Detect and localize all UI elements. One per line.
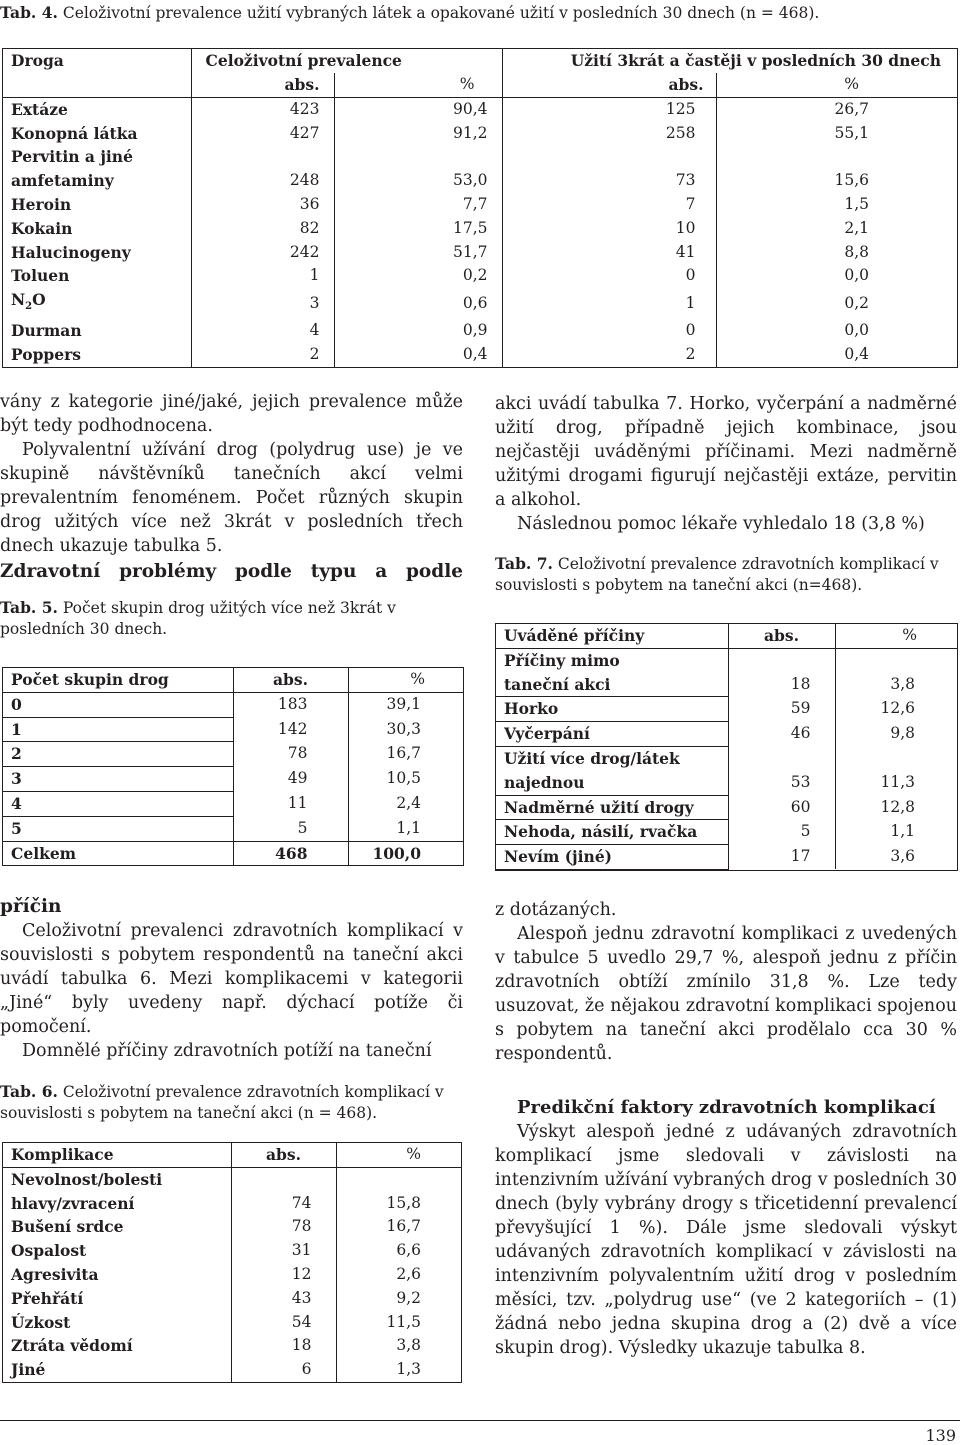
col1-bottom-heading: příčin [0, 896, 62, 917]
tab4-cell-pct-recent: 26,7 [834, 99, 869, 118]
tab4-cell-abs-lifetime: 4 [191, 319, 334, 343]
tab4-cell-abs-recent: 7 [502, 193, 716, 217]
tab7-row [496, 820, 957, 845]
tab4-cell-pct-recent: 55,1 [834, 123, 869, 142]
tab6-cell-name: Jiné [3, 1358, 231, 1382]
tab4-cell-name: Poppers [3, 343, 191, 367]
tab4-cell-abs-lifetime: 3 [191, 288, 334, 319]
tab4-cell-pct-recent: 8,8 [844, 242, 869, 261]
tab5-row [3, 742, 463, 767]
tab7-cell-pct: 3,8 [890, 674, 915, 693]
tab6-cell-pct: 9,2 [396, 1288, 421, 1307]
tab7-cell-abs: 59 [728, 697, 835, 722]
col1-top-text [0, 390, 463, 584]
tab4-cell-abs-recent: 41 [502, 241, 716, 265]
tab4-cell-pct-lifetime: 17,5 [334, 217, 502, 241]
tab7-cell-pct: 3,6 [890, 847, 915, 866]
tab4-cell-pct-recent: 15,6 [834, 171, 869, 190]
tab4-cell-pct-lifetime: 53,0 [334, 169, 502, 193]
tab4-cell-name: Toluen [3, 264, 191, 288]
tab4-cell-abs-recent: 125 [502, 97, 716, 121]
tab4-cell-abs-recent: 0 [502, 264, 716, 288]
tab5-cell-pct: 10,5 [386, 769, 421, 788]
tab4-cell-pct-lifetime: 0,2 [334, 264, 502, 288]
tab4-cell-name-sub: 2 [25, 301, 33, 313]
tab6-cell-name: Ztráta vědomí [3, 1334, 231, 1358]
tab6-cell-abs: 74 [231, 1192, 336, 1216]
tab4-cell-abs-lifetime: 423 [191, 97, 334, 121]
tab6-header-name: Komplikace [3, 1143, 231, 1167]
tab5-cell-abs: 468 [233, 841, 348, 865]
tab4-cell-abs-recent: 258 [502, 122, 716, 146]
col2-top-p1: akci uvádí tabulka 7. Horko, vyčerpání a nadměrné užití drog, případně jejich kombinace, jsou nejčastěji uváděnými příčinami. Mezi nadměrně užitými drogami figurují nejčastěji extáze, pervitin a alkohol. [495, 394, 957, 510]
tab6-header-pct: % [336, 1143, 461, 1167]
col1-bottom-p2: Domnělé příčiny zdravotních potíží na taneční [22, 1041, 432, 1061]
tab4-cell-empty [716, 145, 957, 169]
tab4-cell-name: Durman [3, 319, 191, 343]
tab4-caption [0, 2, 960, 24]
tab7-cell-abs: 18 [728, 673, 835, 697]
tab4-cell-abs-recent: 1 [502, 288, 716, 319]
tab5-cell-name: 2 [3, 742, 233, 767]
tab6-cell-abs: 43 [231, 1287, 336, 1311]
col1-bottom-text [0, 895, 463, 1063]
tab7-cell-abs: 17 [728, 845, 835, 870]
tab5-cell-pct: 100,0 [372, 843, 421, 863]
tab5-row [3, 791, 463, 816]
tab6-row [3, 1334, 461, 1358]
tab6-cell-name: hlavy/zvracení [3, 1192, 231, 1216]
tab6-cell-abs: 6 [231, 1358, 336, 1382]
tab7-header-abs: abs. [728, 624, 835, 648]
tab7-cell-name: Nevím (jiné) [496, 845, 728, 870]
tab4-cell-empty [191, 145, 334, 169]
tab7-cell-empty [728, 746, 835, 770]
tab7-cell-name: Nehoda, násilí, rvačka [496, 820, 728, 845]
tab4-header-abs1: abs. [191, 73, 334, 97]
col2-top-text [495, 392, 957, 536]
tab7-caption-text: Celoživotní prevalence zdravotních komplikací v souvislosti s pobytem na taneční akci (n=468). [495, 555, 939, 594]
tab7-table [495, 623, 958, 871]
tab5-caption [0, 597, 460, 640]
tab5-cell-abs: 142 [233, 717, 348, 742]
tab4-cell-abs-recent: 2 [502, 343, 716, 367]
tab7-header-name: Uváděné příčiny [496, 624, 728, 648]
tab4-cell-empty [502, 145, 716, 169]
tab7-row-continuation [496, 648, 957, 672]
tab6-caption-text: Celoživotní prevalence zdravotních komplikací v souvislosti s pobytem na taneční akci (n = 468). [0, 1083, 444, 1122]
tab5-cell-pct: 39,1 [386, 695, 421, 714]
tab5-cell-pct: 16,7 [386, 744, 421, 763]
tab4-cell-pct-lifetime: 91,2 [334, 122, 502, 146]
tab4-table [2, 48, 958, 368]
tab4-cell-abs-recent: 73 [502, 169, 716, 193]
tab7-cell-empty [835, 648, 957, 672]
tab6-cell-empty [231, 1167, 336, 1191]
tab4-row [3, 319, 957, 343]
tab7-cell-pct: 11,3 [880, 773, 915, 792]
tab6-cell-abs: 54 [231, 1311, 336, 1335]
tab7-cell-name: taneční akci [496, 673, 728, 697]
tab4-cell-name: Konopná látka [3, 122, 191, 146]
tab5-row [3, 841, 463, 865]
tab4-caption-label: Tab. 4. [0, 3, 58, 22]
tab4-cell-pct-recent: 0,4 [844, 344, 869, 363]
tab6-cell-pct: 15,8 [386, 1193, 421, 1212]
tab7-row [496, 673, 957, 697]
col1-top-p1: vány z kategorie jiné/jaké, jejich prevalence může být tedy podhodnocena. [0, 392, 463, 436]
tab6-row [3, 1358, 461, 1382]
tab6-cell-name: Ospalost [3, 1239, 231, 1263]
tab6-cell-pct: 1,3 [396, 1360, 421, 1379]
tab6-cell-abs: 18 [231, 1334, 336, 1358]
tab7-cell-empty [835, 746, 957, 770]
tab4-cell-pct-lifetime: 0,6 [334, 288, 502, 319]
footer-rule [0, 1420, 960, 1421]
tab6-cell-name: Úzkost [3, 1311, 231, 1335]
tab6-row [3, 1239, 461, 1263]
col2-bottom-text [495, 898, 957, 1360]
tab5-cell-name: 1 [3, 717, 233, 742]
tab7-row [496, 697, 957, 722]
tab5-header-pct: % [348, 668, 463, 692]
tab7-header-pct: % [835, 624, 957, 648]
tab4-row [3, 241, 957, 265]
tab6-cell-empty [336, 1167, 461, 1191]
tab7-cell-name: najednou [496, 771, 728, 795]
tab5-cell-name: Celkem [3, 841, 233, 865]
tab5-cell-name: 0 [3, 692, 233, 717]
tab5-row [3, 816, 463, 841]
tab6-cell-name: Bušení srdce [3, 1215, 231, 1239]
tab4-cell-abs-recent: 0 [502, 319, 716, 343]
tab4-row [3, 122, 957, 146]
tab5-header-name: Počet skupin drog [3, 668, 233, 692]
tab4-row [3, 193, 957, 217]
tab6-cell-abs: 31 [231, 1239, 336, 1263]
tab4-row [3, 288, 957, 319]
tab4-cell-name [3, 288, 191, 319]
tab4-cell-name: Kokain [3, 217, 191, 241]
tab5-cell-abs: 5 [233, 816, 348, 841]
col1-top-heading: Zdravotní problémy podle typu a podle [0, 561, 463, 582]
tab6-row [3, 1311, 461, 1335]
tab4-row [3, 343, 957, 367]
tab6-header-abs: abs. [231, 1143, 336, 1167]
tab5-cell-pct: 30,3 [386, 719, 421, 738]
tab4-cell-name-main: N [11, 290, 26, 310]
tab4-cell-name-line1: Pervitin a jiné [3, 145, 191, 169]
tab6-row [3, 1192, 461, 1216]
tab4-header-abs2: abs. [502, 73, 716, 97]
tab7-cell-pct: 1,1 [890, 822, 915, 841]
tab7-cell-abs: 53 [728, 771, 835, 795]
tab4-cell-pct-recent: 0,0 [844, 321, 869, 340]
tab7-cell-name-line1: Užití více drog/látek [496, 746, 728, 770]
tab4-cell-pct-lifetime: 90,4 [334, 97, 502, 121]
tab4-header-pct1: % [334, 73, 502, 97]
tab5-header-abs: abs. [233, 668, 348, 692]
tab4-row [3, 264, 957, 288]
tab7-row-continuation [496, 746, 957, 770]
tab7-cell-abs: 5 [728, 820, 835, 845]
tab4-cell-name: Extáze [3, 97, 191, 121]
tab4-cell-pct-recent: 1,5 [844, 194, 869, 213]
col2-top-p2: Následnou pomoc lékaře vyhledalo 18 (3,8 %) [517, 514, 925, 534]
tab5-row [3, 767, 463, 792]
tab4-cell-name: Halucinogeny [3, 241, 191, 265]
tab7-cell-empty [728, 648, 835, 672]
tab6-row-continuation [3, 1167, 461, 1191]
tab5-caption-label: Tab. 5. [0, 598, 58, 617]
tab5-cell-name: 3 [3, 767, 233, 792]
col1-bottom-p1: Celoživotní prevalenci zdravotních komplikací v souvislosti s pobytem respondentů na taneční akci uvádí tabulka 6. Mezi komplikacemi v kategorii „Jiné“ byly uvedeny např. dýchací potíže či pomočení. [0, 921, 463, 1037]
tab7-caption [495, 553, 957, 596]
tab6-cell-name: Agresivita [3, 1263, 231, 1287]
tab5-cell-abs: 183 [233, 692, 348, 717]
tab4-cell-abs-lifetime: 1 [191, 264, 334, 288]
tab7-cell-name-line1: Příčiny mimo [496, 648, 728, 672]
col2-bottom-p3: Výskyt alespoň jedné z udávaných zdravotních komplikací jsme sledovali v závislosti na intenzivním užívání vybraných drog v posledních 30 dnech (byly vybrány drogy s třicetidenní prevalencí převyšující 1 %). Dále jsme sledovali výskyt udávaných zdravotních komplikací v závislosti na intenzivním polyvalentním užití drog v posledním měsíci, tzv. „polydrug use“ (ve 2 kategoriích – (1) žádná nebo jedna skupina drog a (2) dvě a více skupin drog). Výsledky ukazuje tabulka 8. [495, 1122, 957, 1358]
tab6-cell-pct: 11,5 [386, 1312, 421, 1331]
tab7-cell-name: Nadměrné užití drogy [496, 795, 728, 820]
tab4-cell-name: Heroin [3, 193, 191, 217]
tab7-cell-name: Vyčerpání [496, 722, 728, 747]
tab4-cell-pct-recent: 2,1 [844, 218, 869, 237]
tab4-cell-pct-recent: 0,2 [844, 293, 869, 312]
tab4-row [3, 217, 957, 241]
tab7-row [496, 845, 957, 870]
tab6-row [3, 1263, 461, 1287]
tab5-row [3, 717, 463, 742]
tab7-cell-pct: 12,6 [880, 699, 915, 718]
tab4-cell-pct-lifetime: 51,7 [334, 241, 502, 265]
tab5-table [2, 667, 464, 866]
tab4-row [3, 169, 957, 193]
tab7-cell-abs: 46 [728, 722, 835, 747]
tab4-cell-empty [334, 145, 502, 169]
tab7-cell-name: Horko [496, 697, 728, 722]
tab6-row [3, 1287, 461, 1311]
col1-top-p2: Polyvalentní užívání drog (polydrug use) je ve skupině návštěvníků tanečních akcí velmi prevalentním fenoménem. Počet různých skupin drog užitých více než 3krát v posledních třech dnech ukazuje tabulka 5. [0, 440, 463, 556]
tab4-cell-name-tail: O [32, 290, 46, 310]
tab6-cell-pct: 2,6 [396, 1264, 421, 1283]
col2-bottom-p1: z dotázaných. [495, 900, 617, 920]
tab4-header-lifetime: Celoživotní prevalence [191, 49, 502, 73]
tab5-cell-name: 4 [3, 791, 233, 816]
tab4-row [3, 97, 957, 121]
tab7-row [496, 722, 957, 747]
tab4-cell-abs-lifetime: 82 [191, 217, 334, 241]
tab4-caption-text: Celoživotní prevalence užití vybraných látek a opakované užití v posledních 30 dnech (n = 468). [62, 4, 820, 22]
tab4-cell-abs-lifetime: 242 [191, 241, 334, 265]
tab5-cell-abs: 11 [233, 791, 348, 816]
tab4-cell-abs-lifetime: 248 [191, 169, 334, 193]
tab7-cell-pct: 9,8 [890, 724, 915, 743]
tab6-cell-pct: 3,8 [396, 1336, 421, 1355]
tab6-cell-pct: 16,7 [386, 1217, 421, 1236]
tab6-caption-label: Tab. 6. [0, 1082, 58, 1101]
tab5-caption-text: Počet skupin drog užitých více než 3krát v posledních 30 dnech. [0, 599, 396, 638]
tab4-cell-abs-lifetime: 427 [191, 122, 334, 146]
tab7-row [496, 795, 957, 820]
tab7-cell-pct: 12,8 [880, 797, 915, 816]
tab7-row [496, 771, 957, 795]
tab6-cell-abs: 12 [231, 1263, 336, 1287]
tab4-cell-abs-recent: 10 [502, 217, 716, 241]
tab6-cell-abs: 78 [231, 1215, 336, 1239]
tab4-cell-pct-lifetime: 7,7 [334, 193, 502, 217]
tab5-cell-name: 5 [3, 816, 233, 841]
tab5-cell-abs: 78 [233, 742, 348, 767]
tab5-cell-abs: 49 [233, 767, 348, 792]
tab4-cell-pct-lifetime: 0,9 [334, 319, 502, 343]
tab7-cell-abs: 60 [728, 795, 835, 820]
tab5-cell-pct: 1,1 [348, 816, 463, 841]
col2-bottom-heading: Predikční faktory zdravotních komplikací [517, 1097, 936, 1118]
tab4-cell-abs-lifetime: 2 [191, 343, 334, 367]
tab5-row [3, 692, 463, 717]
tab6-cell-name: Přehřátí [3, 1287, 231, 1311]
tab7-caption-label: Tab. 7. [495, 554, 553, 573]
tab4-cell-pct-lifetime: 0,4 [334, 343, 502, 367]
col2-bottom-p2: Alespoň jednu zdravotní komplikaci z uvedených v tabulce 5 uvedlo 29,7 %, alespoň jednu z příčin zdravotních obtíží zmínilo 31,8 %. Lze tedy usuzovat, že nějakou zdravotní komplikaci spojenou s pobytem na taneční akci prodělalo cca 30 % respondentů. [495, 924, 957, 1064]
tab6-row [3, 1215, 461, 1239]
tab4-header-drug: Droga [3, 49, 191, 73]
page-number: 139 [925, 1426, 956, 1445]
tab6-cell-name-line1: Nevolnost/bolesti [3, 1167, 231, 1191]
tab4-cell-pct-recent: 0,0 [844, 266, 869, 285]
tab5-cell-pct: 2,4 [396, 793, 421, 812]
tab6-cell-pct: 6,6 [396, 1241, 421, 1260]
tab6-caption [0, 1081, 460, 1124]
tab4-cell-abs-lifetime: 36 [191, 193, 334, 217]
tab4-row-continuation [3, 145, 957, 169]
tab4-cell-name: amfetaminy [3, 169, 191, 193]
tab6-table [2, 1142, 462, 1383]
tab4-header-pct2: % [716, 73, 957, 97]
tab4-header-recent: Užití 3krát a častěji v posledních 30 dnech [570, 51, 941, 71]
